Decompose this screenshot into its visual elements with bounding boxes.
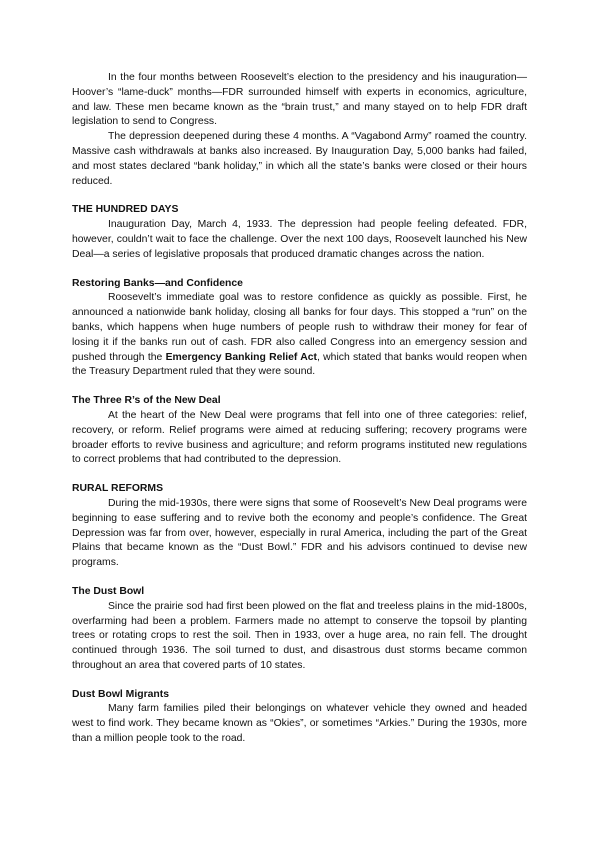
dust-bowl-migrants-paragraph: Many farm families piled their belongings on whatever vehicle they owned and headed west to find work. They became known as “Okies”, or sometimes “Arkies.” During the 1930s, more than a million people took to the road.: [72, 703, 527, 745]
section-heading-restoring-banks: Restoring Banks—and Confidence: [72, 277, 243, 289]
intro-paragraph-1: In the four months between Roosevelt’s election to the presidency and his inauguration—Hoover’s “lame-duck” months—FDR surrounded himself with experts in economics, agriculture, and law. These men became known as the “brain trust,” and many stayed on to help FDR draft legislation to send to Congress.: [72, 72, 527, 128]
dust-bowl-paragraph: Since the prairie sod had first been plowed on the flat and treeless plains in the mid-1800s, overfarming had been a problem. Farmers made no attempt to conserve the topsoil by planting trees or rotating crops to rest the soil. Then in 1933, over a huge area, no rain fell. The drought continued through 1936. The soil turned to dust, and disastrous dust storms became common throughout an area that covered parts of 10 states.: [72, 600, 527, 671]
section-heading-hundred-days: THE HUNDRED DAYS: [72, 204, 179, 216]
restoring-banks-paragraph: [72, 291, 527, 380]
restoring-banks-text-1: Roosevelt’s immediate goal was to restore confidence as quickly as possible. First, he announced a nationwide bank holiday, closing all banks for four days. This stopped a “run” on the banks, which happens when huge numbers of people rush to withdraw their money for fear of losing it if the banks run out of cash. FDR also called Congress into an emergency session and pushed through the: [72, 292, 527, 363]
section-heading-rural-reforms: RURAL REFORMS: [72, 483, 164, 495]
section-heading-dust-bowl: The Dust Bowl: [72, 585, 145, 597]
document-page: [72, 71, 527, 747]
restoring-banks-text-2: , which stated that banks would reopen when the Treasury Department ruled that they were sound.: [72, 351, 527, 378]
intro-paragraph-2: The depression deepened during these 4 months. A “Vagabond Army” roamed the country. Massive cash withdrawals at banks also increased. By Inauguration Day, 5,000 banks had failed, and most states declared “bank holiday,” in which all the state’s banks were closed or their hours reduced.: [72, 131, 527, 187]
rural-reforms-paragraph: During the mid-1930s, there were signs that some of Roosevelt’s New Deal programs were beginning to ease suffering and to revive both the economy and people’s confidence. The Great Depression was far from over, however, especially in rural America, including the part of the Great Plains that became known as the “Dust Bowl.” FDR and his advisors continued to devise new programs.: [72, 497, 527, 569]
section-heading-three-rs: The Three R’s of the New Deal: [72, 395, 221, 407]
emergency-banking-relief-act: Emergency Banking Relief Act: [165, 351, 318, 363]
hundred-days-paragraph: Inauguration Day, March 4, 1933. The depression had people feeling defeated. FDR, however, couldn’t wait to face the challenge. Over the next 100 days, Roosevelt launched his New Deal—a series of legislative proposals that produced dramatic changes across the nation.: [72, 219, 527, 260]
section-heading-dust-bowl-migrants: Dust Bowl Migrants: [72, 688, 169, 700]
three-rs-paragraph: At the heart of the New Deal were programs that fell into one of three categories: relief, recovery, or reform. Relief programs were aimed at reducing suffering; recovery programs were broader efforts to revive business and agriculture; and reform programs instituted new regulations to correct problems that had contributed to the depression.: [72, 409, 527, 466]
